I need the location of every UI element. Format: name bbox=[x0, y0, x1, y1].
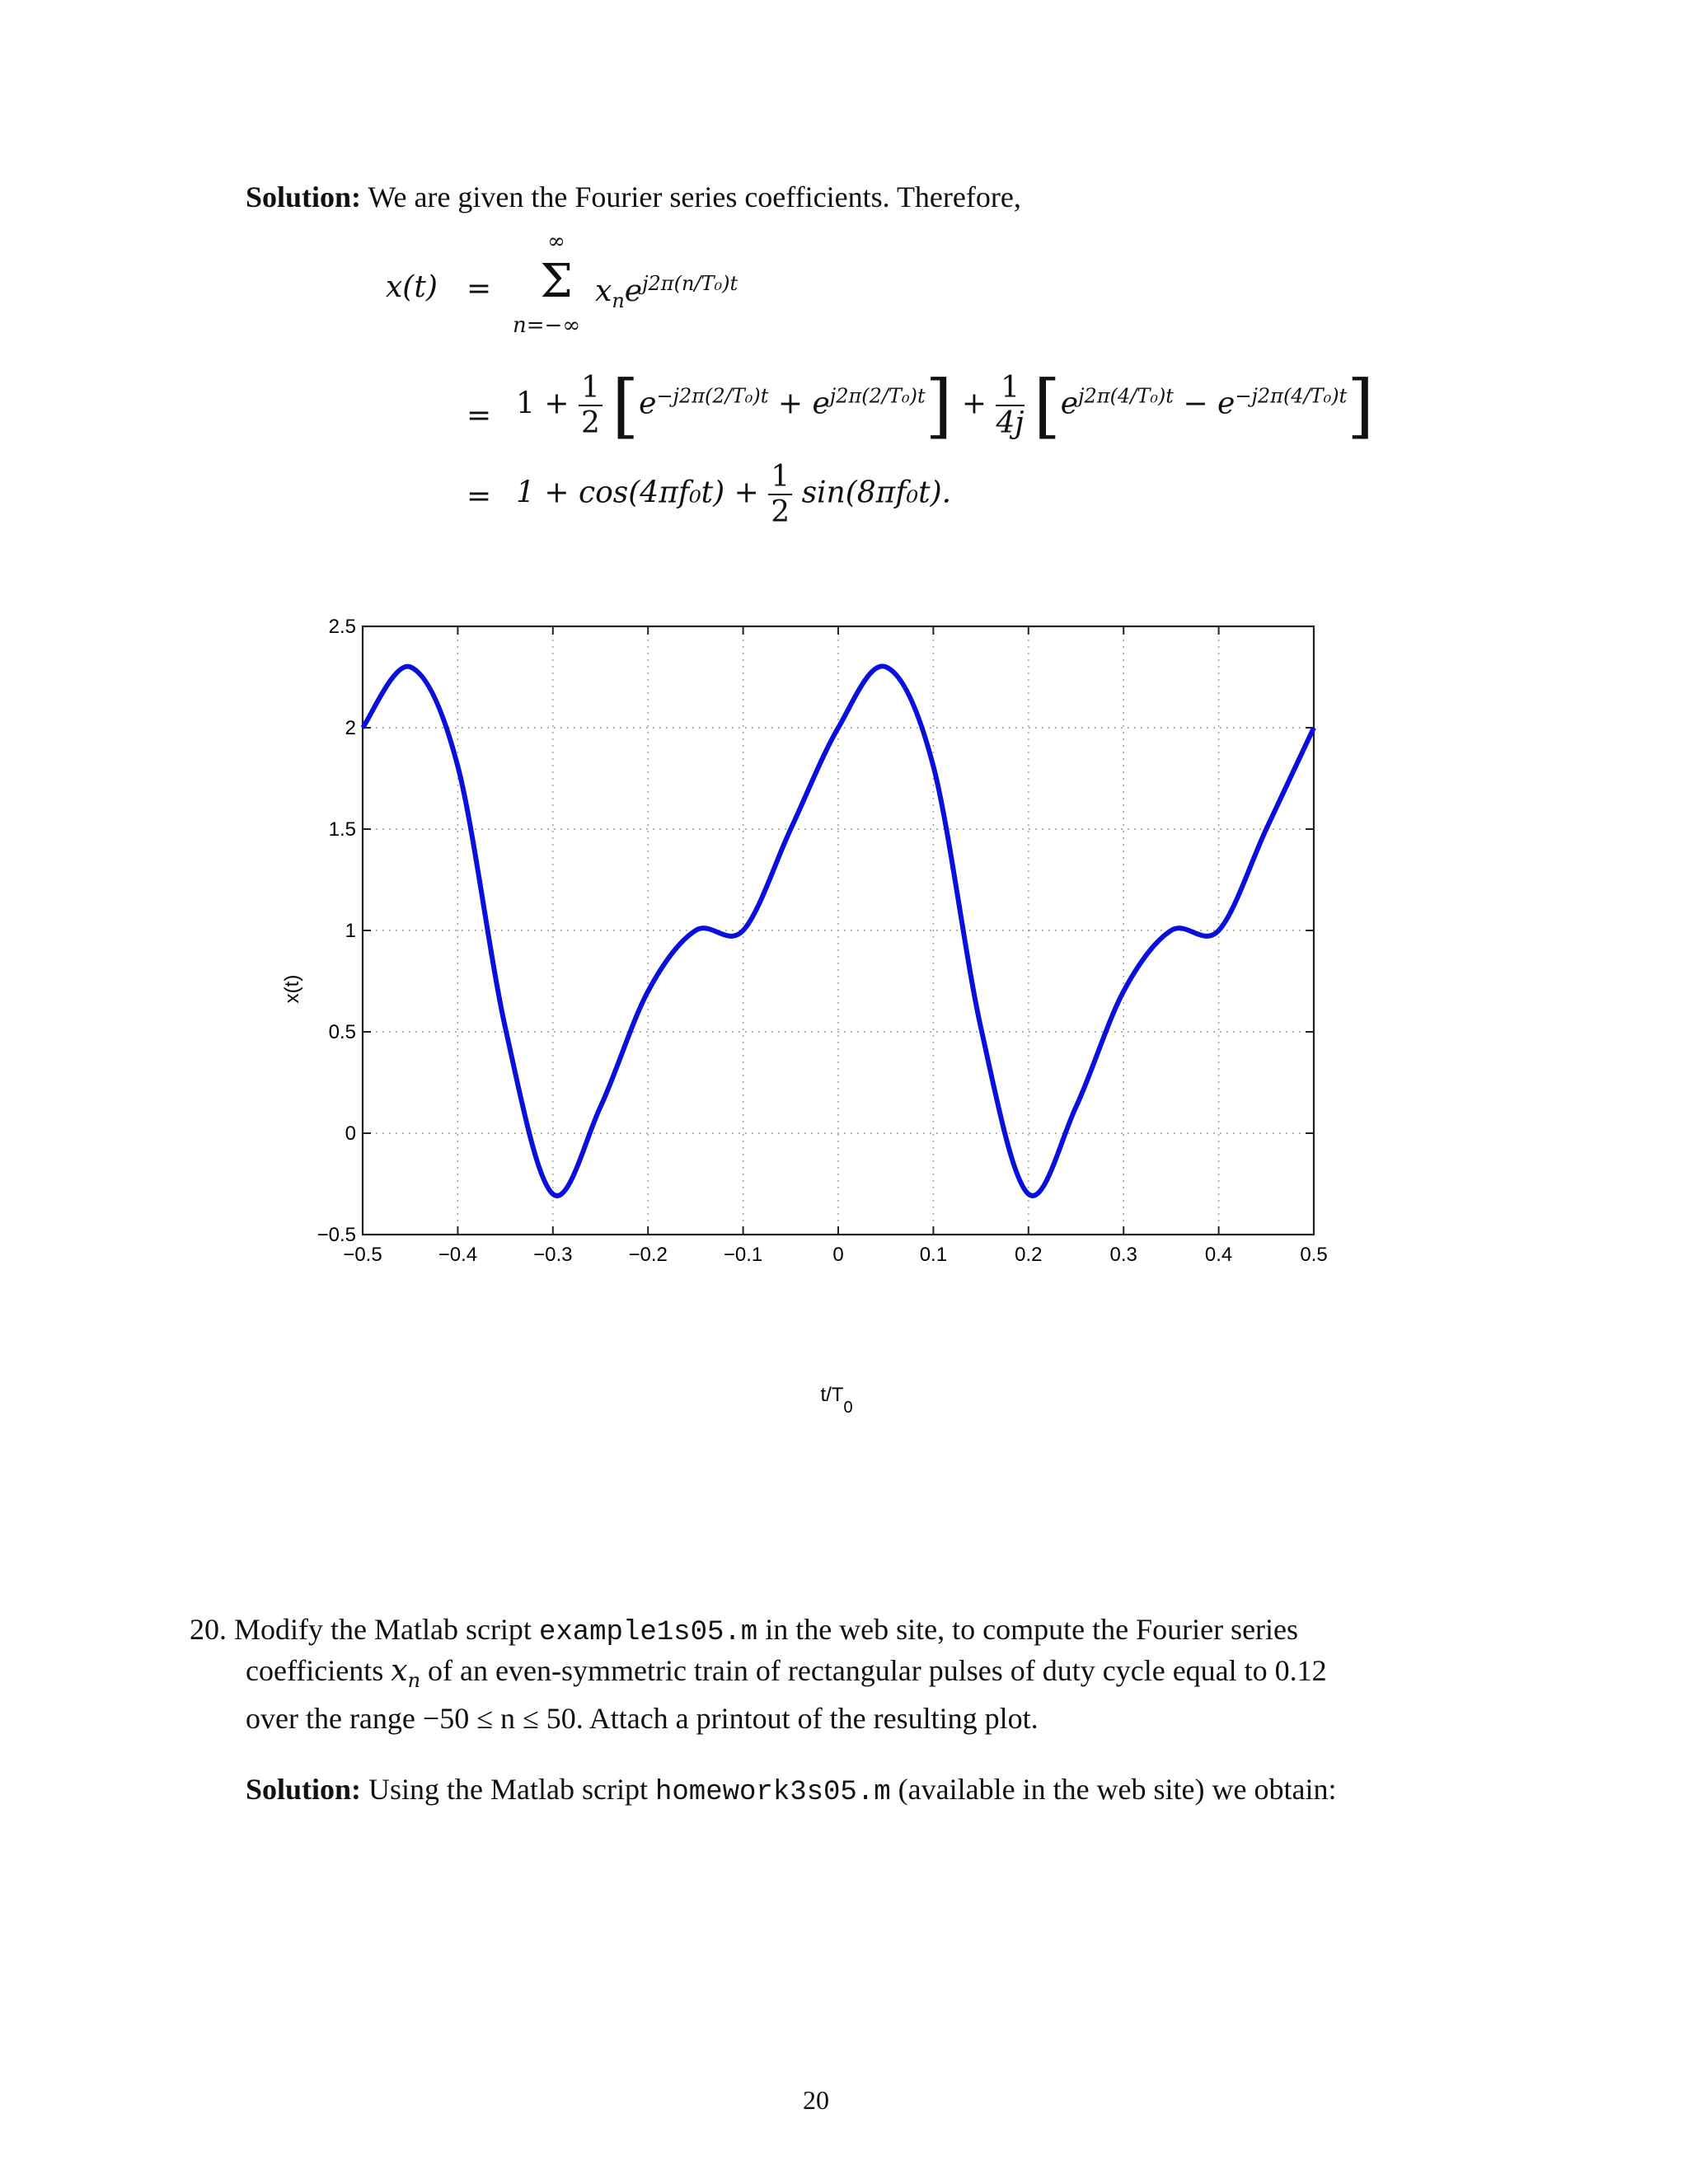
problem-text-2a: coefficients bbox=[246, 1654, 384, 1687]
close-bracket-2: ] bbox=[1347, 365, 1375, 447]
y-tick-label: 2 bbox=[345, 717, 356, 739]
problem-line-2 bbox=[190, 1652, 1475, 1699]
half-denominator: 2 bbox=[580, 406, 600, 441]
solution-2-paragraph bbox=[246, 1770, 1336, 1811]
equation-equals-3: = bbox=[467, 480, 492, 513]
problem-line-1 bbox=[190, 1610, 1475, 1652]
x-tick-label: 0.5 bbox=[1300, 1244, 1328, 1266]
sum-lower-limit: n=−∞ bbox=[513, 313, 580, 338]
x-tick-label: −0.1 bbox=[723, 1244, 763, 1266]
x-tick-label: −0.4 bbox=[438, 1244, 478, 1266]
solution-2-script-name: homework3s05.m bbox=[655, 1777, 891, 1808]
term1-exp: −j2π(2/T₀)t bbox=[656, 384, 769, 408]
solution-2-label: Solution: bbox=[246, 1773, 362, 1806]
x-tick-label: 0 bbox=[832, 1244, 844, 1266]
line3-sin-term: sin(8πf₀t). bbox=[801, 476, 952, 510]
mid-plus: + bbox=[777, 387, 804, 421]
chart-x-axis-label: $t/T_0$ bbox=[820, 1384, 853, 1417]
coef-x: x bbox=[595, 274, 612, 308]
solution-2-text-a: Using the Matlab script bbox=[368, 1773, 648, 1806]
equation-equals-1: = bbox=[467, 272, 492, 306]
term2-base: e bbox=[812, 387, 830, 421]
chart-y-axis-label: x(t) bbox=[281, 974, 303, 1004]
solution-label: Solution: bbox=[246, 180, 362, 213]
x-tick-label: 0.1 bbox=[919, 1244, 948, 1266]
problem-var-x: x bbox=[391, 1654, 408, 1688]
problem-20 bbox=[190, 1610, 1475, 1737]
term3-base: e bbox=[1060, 387, 1079, 421]
equation-lhs: x(t) bbox=[386, 270, 438, 304]
term3-exp: j2π(4/T₀)t bbox=[1078, 384, 1174, 408]
line3-half-den: 2 bbox=[771, 495, 790, 530]
problem-number: 20. bbox=[190, 1613, 227, 1646]
sum-upper-limit: ∞ bbox=[547, 229, 565, 254]
line3-cos-term: 1 + cos(4πf₀t) + bbox=[516, 476, 759, 510]
plus-sign: + bbox=[544, 387, 570, 421]
quarter-denominator: 4j bbox=[996, 406, 1025, 441]
half-numerator: 1 bbox=[579, 371, 603, 406]
x-tick-label: −0.3 bbox=[533, 1244, 573, 1266]
y-tick-label: 1.5 bbox=[328, 818, 356, 841]
minus-sign: − bbox=[1183, 387, 1208, 421]
y-tick-label: 0 bbox=[345, 1122, 356, 1145]
x-tick-label: 0.4 bbox=[1204, 1244, 1233, 1266]
y-tick-label: 1 bbox=[345, 920, 356, 942]
line3-half-num: 1 bbox=[768, 460, 792, 495]
term4-exp: −j2π(4/T₀)t bbox=[1235, 384, 1348, 408]
y-tick-label: 2.5 bbox=[328, 616, 356, 638]
exp-base-e: e bbox=[624, 274, 643, 308]
problem-text-1a: Modify the Matlab script bbox=[234, 1613, 532, 1646]
constant-one: 1 bbox=[516, 387, 535, 421]
sum-symbol: Σ bbox=[540, 255, 573, 308]
y-tick-label: −0.5 bbox=[316, 1224, 356, 1246]
x-tick-label: −0.5 bbox=[343, 1244, 382, 1266]
term1-base: e bbox=[639, 387, 657, 421]
open-bracket-1: [ bbox=[612, 365, 640, 447]
chart-tick-labels bbox=[317, 616, 1328, 1266]
open-bracket-2: [ bbox=[1034, 365, 1061, 447]
problem-line-3: over the range −50 ≤ n ≤ 50. Attach a printout of the resulting plot. bbox=[246, 1702, 1039, 1736]
x-tick-label: 0.3 bbox=[1109, 1244, 1137, 1266]
close-bracket-1: ] bbox=[925, 365, 953, 447]
problem-var-sub: n bbox=[407, 1669, 421, 1693]
term2-exp: j2π(2/T₀)t bbox=[829, 384, 926, 408]
problem-text-1b: in the web site, to compute the Fourier series bbox=[765, 1613, 1299, 1646]
problem-script-name: example1s05.m bbox=[538, 1617, 758, 1648]
equation-equals-2: = bbox=[467, 399, 492, 433]
x-tick-label: −0.2 bbox=[628, 1244, 668, 1266]
page-number: 20 bbox=[803, 2085, 829, 2115]
exp-power: j2π(n/T₀)t bbox=[642, 272, 738, 295]
y-tick-label: 0.5 bbox=[328, 1021, 356, 1043]
term4-base: e bbox=[1217, 387, 1236, 421]
x-tick-label: 0.2 bbox=[1015, 1244, 1043, 1266]
quarter-numerator: 1 bbox=[996, 371, 1024, 406]
solution-2-text-b: (available in the web site) we obtain: bbox=[898, 1773, 1337, 1806]
coef-sub-n: n bbox=[612, 289, 625, 313]
problem-text-2b: of an even-symmetric train of rectangular pulses of duty cycle equal to 0.12 bbox=[428, 1654, 1327, 1687]
plus-sign-2: + bbox=[961, 387, 987, 421]
solution-intro-text: We are given the Fourier series coefficients. Therefore, bbox=[368, 180, 1021, 213]
